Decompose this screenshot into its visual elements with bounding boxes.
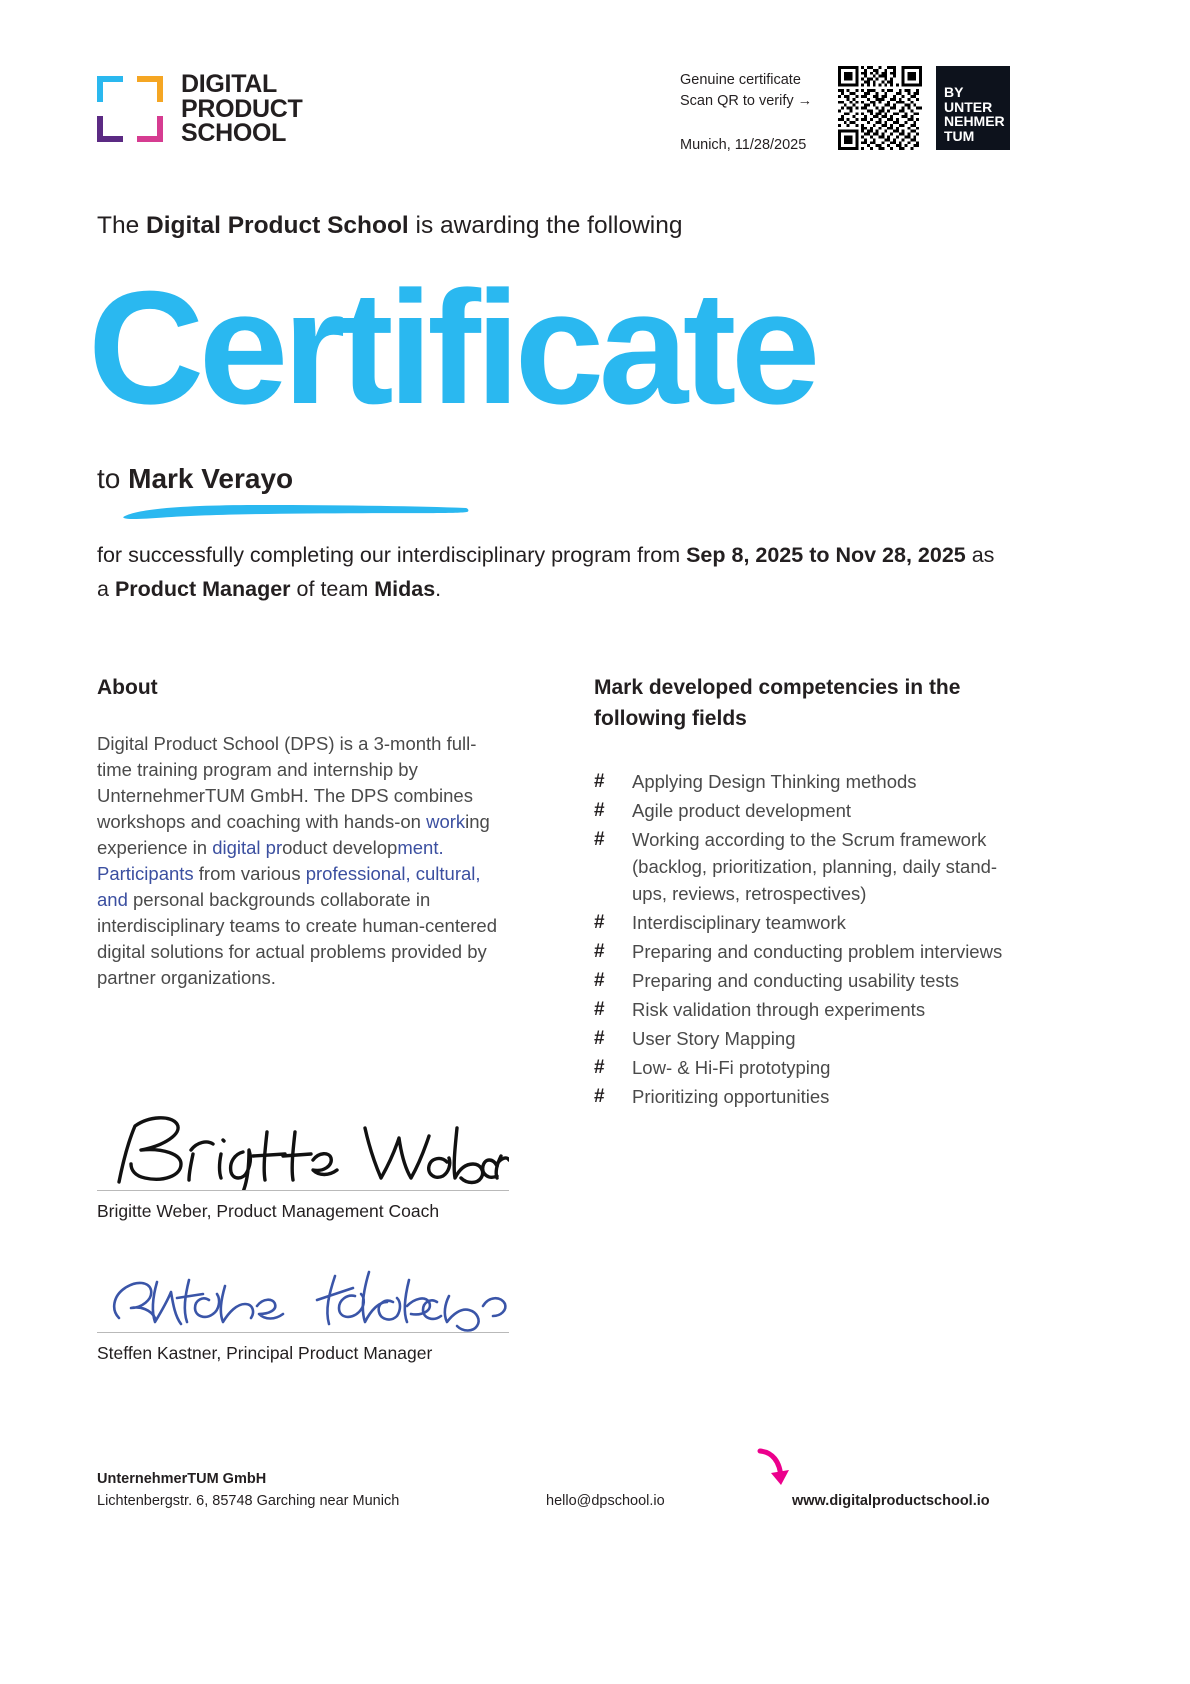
issue-place-date: Munich, 11/28/2025 xyxy=(680,137,807,153)
about-p1-e: digital pr xyxy=(212,837,283,858)
award-description xyxy=(97,538,1002,606)
footer-company: UnternehmerTUM GmbH xyxy=(97,1471,267,1487)
hash-icon: # xyxy=(594,999,605,1020)
intro-prefix: The xyxy=(97,212,147,239)
bracket-top-left-icon xyxy=(97,76,123,102)
hash-icon: # xyxy=(594,1086,605,1107)
curved-arrow-icon xyxy=(754,1448,794,1492)
logo-line-3: SCHOOL xyxy=(181,119,287,147)
about-p2-h: personal backgrounds collaborate in interdisciplinary teams to create human-centered digital solutions for actual problems provided by partner organizations. xyxy=(97,889,497,988)
signature-rule xyxy=(97,1190,509,1191)
list-item-label: Risk validation through experiments xyxy=(632,999,926,1020)
brush-underline-accent xyxy=(122,500,470,522)
list-item-label: Interdisciplinary teamwork xyxy=(632,912,846,933)
list-item xyxy=(594,967,1014,994)
list-item xyxy=(594,1025,1014,1052)
about-p2-c: professional, xyxy=(305,863,411,884)
hash-icon: # xyxy=(594,970,605,991)
award-body-3: of team xyxy=(290,577,375,601)
about-p1-c: ing experienc xyxy=(97,811,490,858)
competencies-heading: Mark developed competencies in the following fields xyxy=(594,676,961,730)
verification-qr-code[interactable] xyxy=(838,66,922,150)
about-p1-a: Digital Product School (DPS) is a 3-month full-time training program and internship by UnternehmerTUM GmbH. The DPS combines workshops and coaching with hands-on xyxy=(97,733,477,832)
list-item xyxy=(594,1054,1014,1081)
hash-icon: # xyxy=(594,1057,605,1078)
competencies-list xyxy=(594,768,1014,1110)
page-title: Certificate xyxy=(88,258,815,438)
dps-logo-brackets-icon xyxy=(97,76,163,142)
about-p2-b: from various xyxy=(193,863,306,884)
hash-icon: # xyxy=(594,771,605,792)
dps-logo-wordmark xyxy=(181,72,303,146)
verify-instructions xyxy=(680,70,840,112)
list-item-label: Working according to the Scrum framework (backlog, prioritization, planning, daily stand-ups, reviews, retrospectives) xyxy=(632,829,998,904)
utum-line-1: BY xyxy=(944,84,964,100)
dps-logo xyxy=(97,72,303,146)
about-p2-a: Participants xyxy=(97,863,194,884)
handwritten-signature-icon xyxy=(97,1110,509,1190)
about-p1-g: develop xyxy=(332,837,398,858)
list-item-label: Preparing and conducting problem interviews xyxy=(632,941,1003,962)
list-item xyxy=(594,996,1014,1023)
list-item-label: Preparing and conducting usability tests xyxy=(632,970,960,991)
recipient-line xyxy=(97,460,293,498)
footer-email[interactable]: hello@dpschool.io xyxy=(546,1493,665,1509)
verify-line-2: Scan QR to verify → xyxy=(680,93,813,109)
about-p1-f: oduct xyxy=(282,837,333,858)
list-item-label: Agile product development xyxy=(632,800,852,821)
hash-icon: # xyxy=(594,800,605,821)
hash-icon: # xyxy=(594,829,605,850)
about-paragraph-1 xyxy=(97,731,497,861)
bracket-bottom-left-icon xyxy=(97,116,123,142)
competencies-section xyxy=(594,672,1014,1112)
bracket-bottom-right-icon xyxy=(137,116,163,142)
about-paragraph-2 xyxy=(97,861,497,991)
signature-rule xyxy=(97,1332,509,1333)
utum-line-2: UNTER xyxy=(944,98,993,115)
verify-line-1: Genuine certificate xyxy=(680,72,801,88)
intro-school-name: Digital Product School xyxy=(146,212,409,239)
list-item-label: Low- & Hi-Fi prototyping xyxy=(632,1057,831,1078)
logo-line-2: PRODUCT xyxy=(181,94,303,123)
award-role: Product Manager xyxy=(114,577,291,601)
list-item xyxy=(594,826,1014,907)
recipient-prefix: to xyxy=(97,463,129,494)
award-body-1: for successfully completing our interdisciplinary program from xyxy=(97,543,687,567)
signature-caption-steffen-kastner: Steffen Kastner, Principal Product Manager xyxy=(97,1343,433,1363)
signature-caption-brigitte-weber: Brigitte Weber, Product Management Coach xyxy=(97,1201,440,1221)
recipient-name: Mark Verayo xyxy=(128,463,294,494)
about-p2-e: cultural, xyxy=(415,863,481,884)
list-item-label: Applying Design Thinking methods xyxy=(632,771,917,792)
hash-icon: # xyxy=(594,941,605,962)
signature-image-steffen-kastner xyxy=(97,1252,509,1332)
footer-address: Lichtenbergstr. 6, 85748 Garching near Munich xyxy=(97,1493,400,1509)
list-item xyxy=(594,938,1014,965)
intro-suffix: is awarding the following xyxy=(408,212,683,239)
signature-image-brigitte-weber xyxy=(97,1110,509,1190)
handwritten-signature-icon xyxy=(97,1252,509,1332)
bracket-top-right-icon xyxy=(137,76,163,102)
hash-icon: # xyxy=(594,912,605,933)
about-section xyxy=(97,672,497,991)
award-body-4: . xyxy=(435,577,442,601)
about-p1-b: work xyxy=(426,811,466,832)
about-p2-g: and xyxy=(97,889,128,910)
award-body-2: as a xyxy=(97,543,995,601)
list-item-label: User Story Mapping xyxy=(632,1028,796,1049)
list-item xyxy=(594,1083,1014,1110)
certificate-header xyxy=(0,0,1190,190)
about-heading: About xyxy=(97,676,158,699)
logo-line-1: DIGITAL xyxy=(181,70,278,98)
awarding-intro xyxy=(97,209,683,243)
utum-line-3: NEHMER xyxy=(944,113,1005,129)
list-item xyxy=(594,797,1014,824)
unternehmertum-logo xyxy=(936,66,1010,150)
footer-website[interactable]: www.digitalproductschool.io xyxy=(792,1493,990,1509)
award-team: Midas xyxy=(374,577,436,601)
certificate-footer xyxy=(0,1462,1190,1582)
list-item xyxy=(594,768,1014,795)
list-item xyxy=(594,909,1014,936)
list-item-label: Prioritizing opportunities xyxy=(632,1086,830,1107)
hash-icon: # xyxy=(594,1028,605,1049)
about-p1-d: e in xyxy=(177,837,213,858)
about-p1-h: ment. xyxy=(397,837,444,858)
signature-block-steffen-kastner xyxy=(97,1252,509,1365)
award-date-from: Sep 8, 2025 to xyxy=(686,543,830,567)
signature-block-brigitte-weber xyxy=(97,1110,509,1223)
utum-line-4: TUM xyxy=(944,127,975,144)
award-date-to: Nov 28, 2025 xyxy=(835,543,966,567)
